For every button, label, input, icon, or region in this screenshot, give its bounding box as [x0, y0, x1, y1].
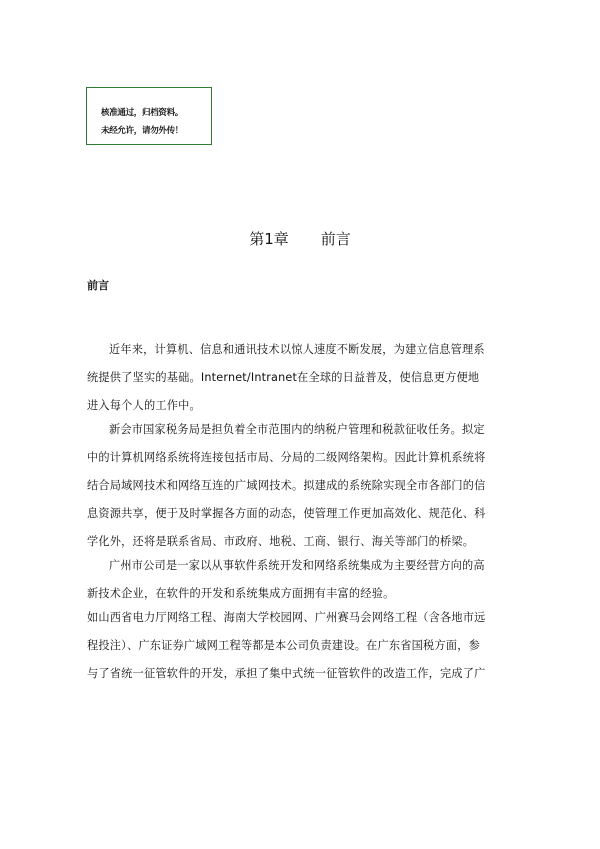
body-line: 程投注）、广东证券广域网工程等都是本公司负责建设。在广东省国税方面，参: [87, 639, 480, 652]
body-line: 学化外，还将是联系省局、市政府、地税、工商、银行、海关等部门的桥梁。: [87, 535, 475, 548]
body-line: 新技术企业，在软件的开发和系统集成方面拥有丰富的经验。: [87, 587, 395, 600]
body-line: 与了省统一征管软件的开发，承担了集中式统一征管软件的改造工作，完成了广: [87, 667, 486, 680]
body-line: 如山西省电力厅网络工程、海南大学校园网、广州赛马会网络工程（含各地市远: [87, 611, 486, 624]
body-line: 结合局域网技术和网络互连的广域网技术。拟建成的系统除实现全市各部门的信: [87, 479, 486, 492]
chapter-number: 第1章: [249, 230, 289, 248]
chapter-heading: [0, 228, 600, 249]
body-line: 统提供了坚实的基础。Internet/Intranet在全球的日益普及，使信息更方便地: [87, 371, 480, 384]
notice-line-confidential: 未经允许，请勿外传！: [101, 126, 184, 135]
approval-notice-box: [86, 87, 212, 145]
body-line: 近年来，计算机、信息和通讯技术以惊人速度不断发展，为建立信息管理系: [109, 343, 485, 356]
body-line: 新会市国家税务局是担负着全市范围内的纳税户管理和税款征收任务。拟定: [109, 423, 485, 436]
body-line: 进入每个人的工作中。: [87, 399, 201, 412]
notice-line-approved: 核准通过，归档资料。: [101, 108, 184, 117]
section-heading: 前言: [87, 279, 109, 292]
chapter-title: 前言: [320, 230, 351, 248]
body-line: 中的计算机网络系统将连接包括市局、分局的二级网络架构。因此计算机系统将: [87, 451, 486, 464]
document-body: [87, 336, 517, 688]
body-line: 广州市公司是一家以从事软件系统开发和网络系统集成为主要经营方向的高: [109, 559, 485, 572]
body-line: 息资源共享，便于及时掌握各方面的动态，使管理工作更加高效化、规范化、科: [87, 507, 486, 520]
